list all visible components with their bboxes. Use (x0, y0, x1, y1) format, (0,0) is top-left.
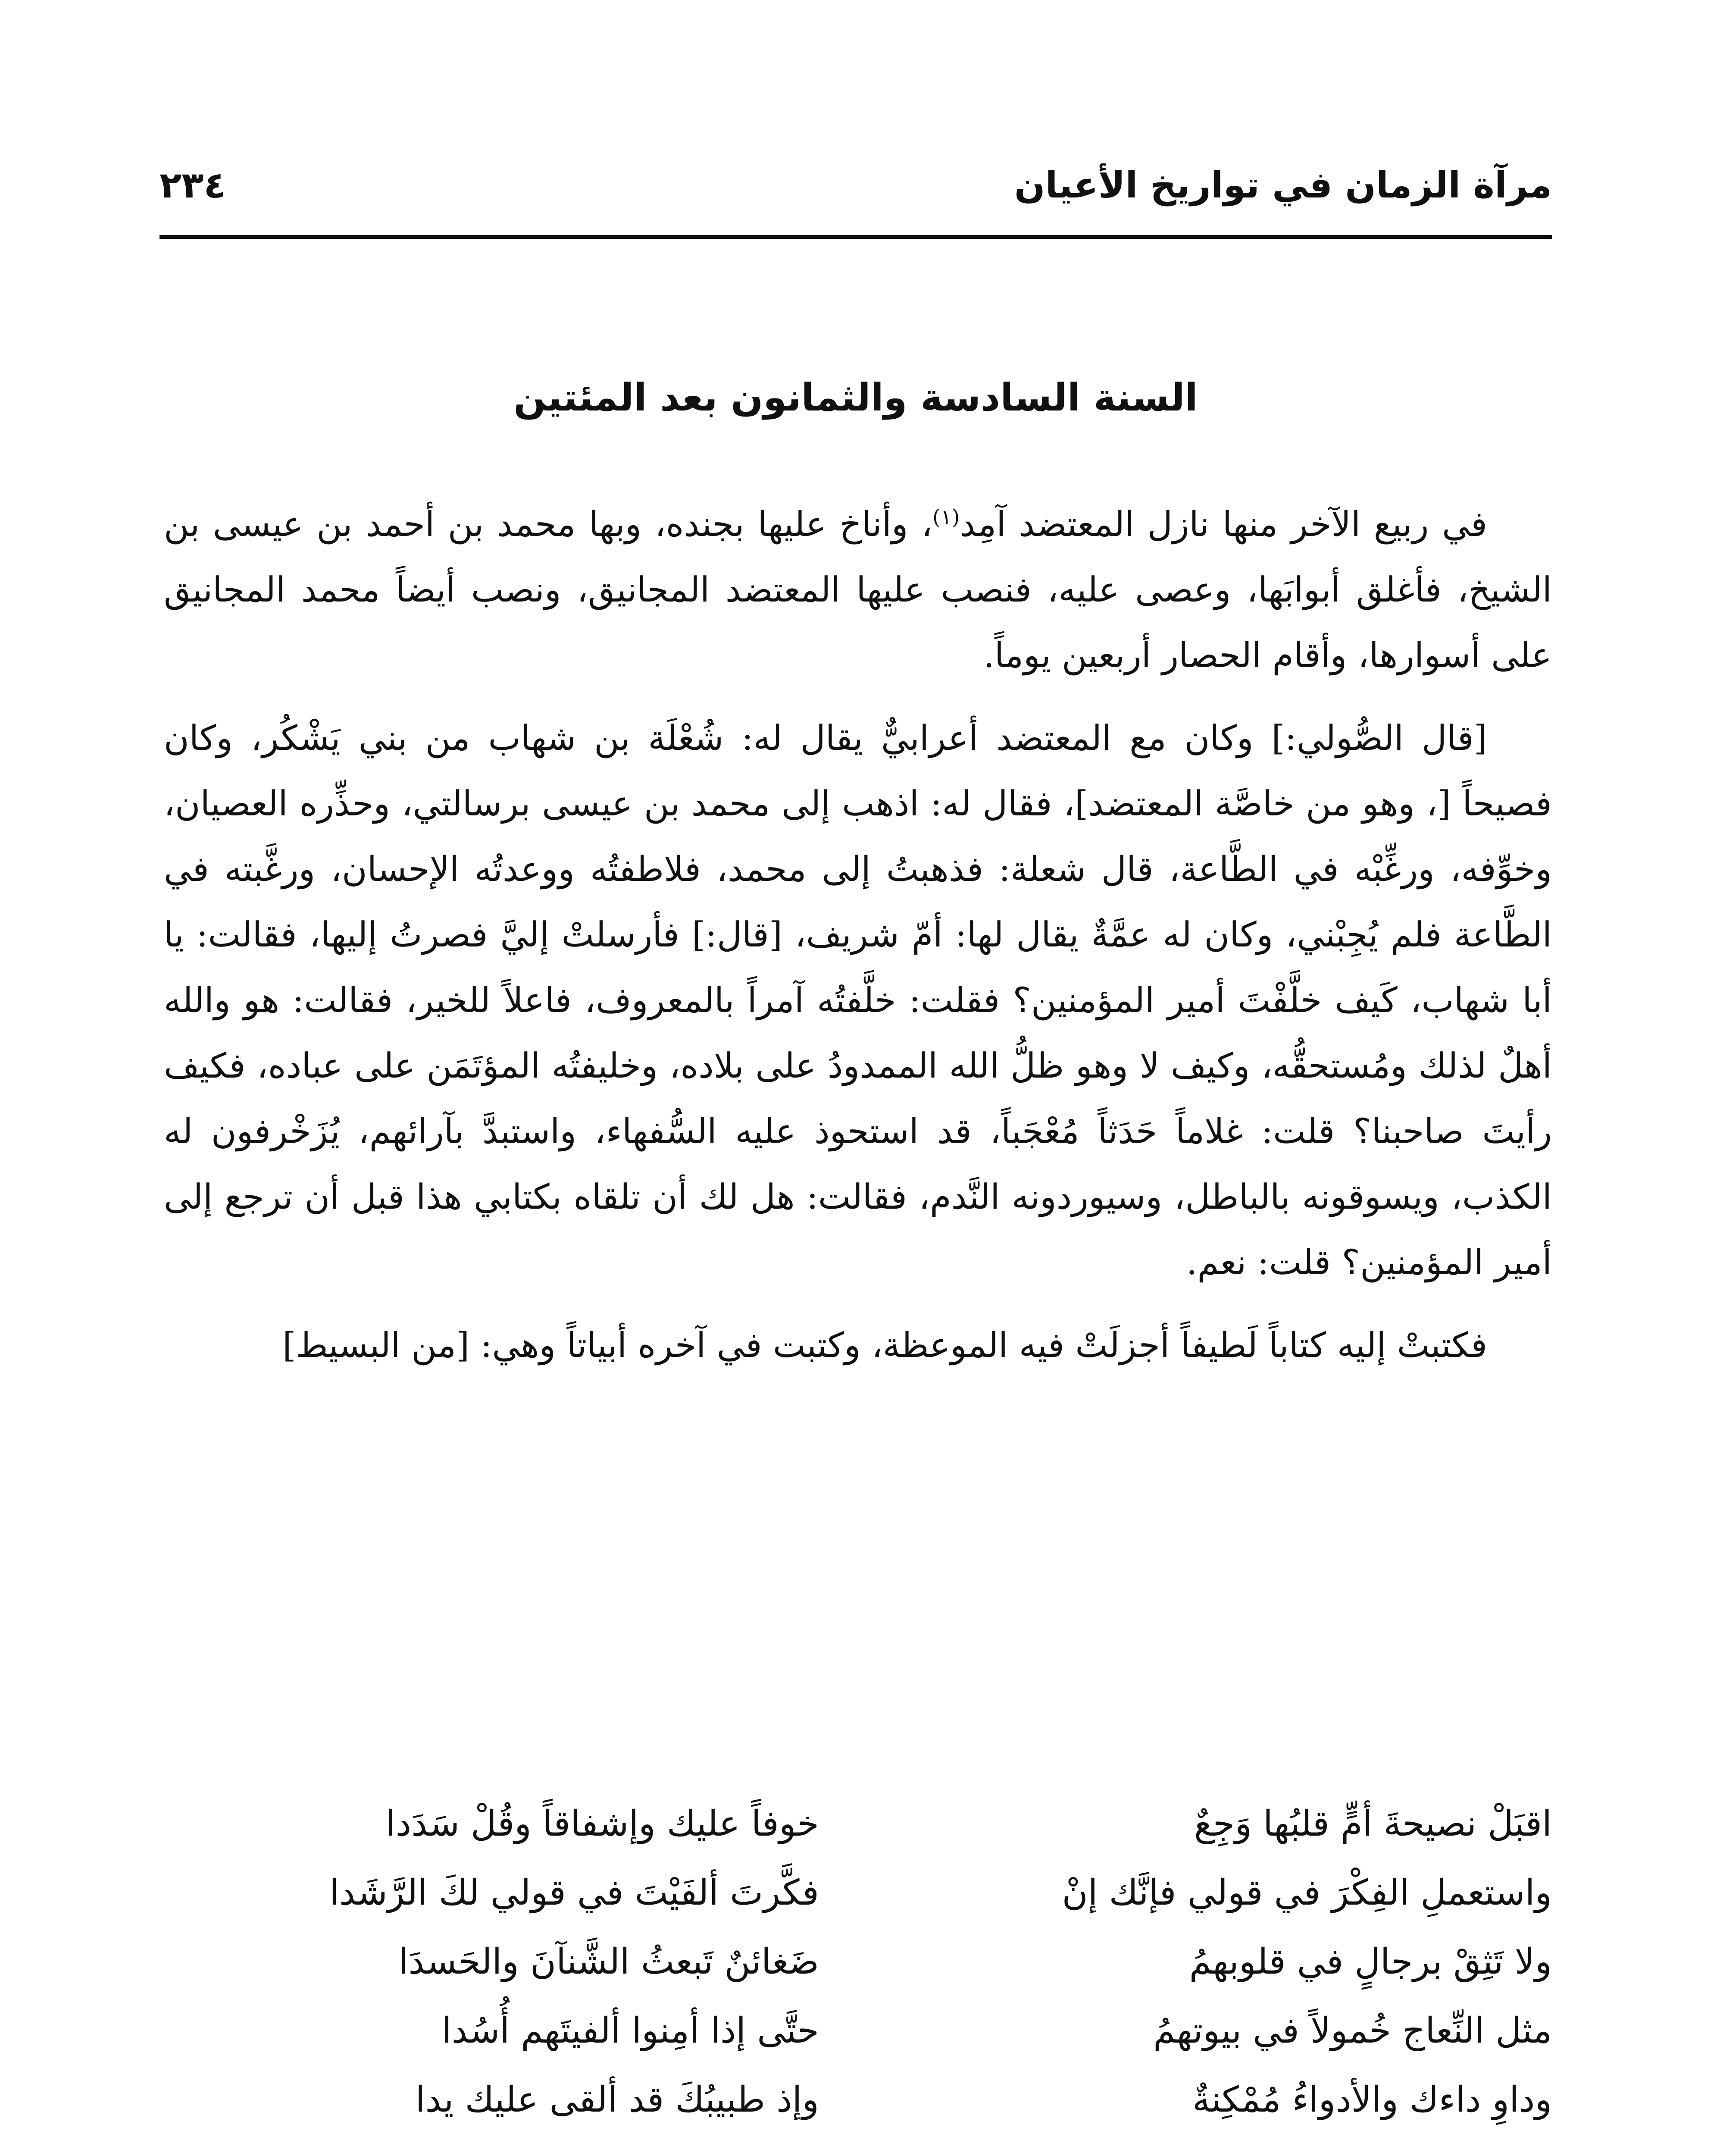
header-divider (160, 235, 1552, 239)
section-heading: السنة السادسة والثمانون بعد المئتين (513, 375, 1198, 420)
body-text (164, 492, 1552, 1395)
verse-first-hemistich: مثل النِّعاج خُمولاً في بيوتهمُ (1153, 2010, 1552, 2051)
running-header (160, 155, 1552, 220)
poem-verse (164, 1996, 1552, 2065)
verse-second-hemistich: فكَّرتَ ألفَيْتَ في قولي لكَ الرَّشَدا (329, 1872, 819, 1913)
paragraph (164, 492, 1552, 688)
verse-first-hemistich: ولا تَثِقْ برجالٍ في قلوبهمُ (1189, 1941, 1552, 1982)
verse-first-hemistich: اقبَلْ نصيحةَ أمٍّ قلبُها وَجِعٌ (1194, 1803, 1552, 1844)
paragraph: فكتبتْ إليه كتاباً لَطيفاً أجزلَتْ فيه الموعظة، وكتبت في آخره أبياتاً وهي: [من البسيط] (282, 1325, 1487, 1365)
book-title: مرآة الزمان في تواريخ الأعيان (1014, 164, 1552, 206)
footnote-reference: (١) (932, 505, 960, 530)
poem-verse (164, 2065, 1552, 2134)
paragraph: [قال الصُّولي:] وكان مع المعتضد أعرابيٌّ يقال له: شُعْلَة بن شهاب من بني يَشْكُر، وكان فصيحاً [، وهو من خاصَّة المعتضد]، فقال له: اذهب إلى محمد بن عيسى برسالتي، وحذِّره العصيان، وخوِّفه، ورغِّبْه في الطَّاعة، قال شعلة: فذهبتُ إلى محمد، فلاطفتُه ووعدتُه الإحسان، ورغَّبته في الطَّاعة فلم يُجِبْني، وكان له عمَّةٌ يقال لها: أمّ شريف، [قال:] فأرسلتْ إليَّ فصرتُ إليها، فقالت: يا أبا شهاب، كَيف خلَّفْتَ أمير المؤمنين؟ فقلت: خلَّفتُه آمراً بالمعروف، فاعلاً للخير، فقالت: هو والله أهلٌ لذلك ومُستحقُّه، وكيف لا وهو ظلُّ الله الممدودُ على بلاده، وخليفتُه المؤتَمَن على عباده، فكيف رأيتَ صاحبنا؟ قلت: غلاماً حَدَثاً مُعْجَباً، قد استحوذ عليه السُّفهاء، واستبدَّ بآرائهم، يُزَخْرفون له الكذب، ويسوقونه بالباطل، وسيوردونه النَّدم، فقالت: هل لك أن تلقاه بكتابي هذا قبل أن ترجع إلى أمير المؤمنين؟ قلت: نعم. (164, 718, 1552, 1282)
poem-verse (164, 1927, 1552, 1996)
verse-second-hemistich: وإذ طبيبُكَ قد ألقى عليك يدا (415, 2079, 819, 2120)
verse-first-hemistich: وداوِ داءك والأدواءُ مُمْكِنةٌ (1192, 2079, 1552, 2120)
paragraph-text: في ربيع الآخر منها نازل المعتضد آمِد (960, 504, 1488, 544)
verse-second-hemistich: حتَّى إذا أمِنوا ألفيتَهم أُسُدا (441, 2010, 819, 2051)
poem-verse (164, 1789, 1552, 1858)
paragraph-text: ، وأناخ عليها بجنده، وبها محمد بن أحمد بن عيسى بن الشيخ، فأغلق أبوابَها، وعصى عليه، فنصب عليها المعتضد المجانيق، ونصب أيضاً محمد المجانيق على أسوارها، وأقام الحصار أربعين يوماً. (164, 504, 1552, 675)
poem (164, 1789, 1552, 2134)
poem-verse (164, 1858, 1552, 1927)
page-number: ٢٣٤ (160, 164, 226, 206)
verse-second-hemistich: ضَغائنٌ تَبعثُ الشَّنآنَ والحَسدَا (398, 1941, 819, 1982)
verse-first-hemistich: واستعملِ الفِكْرَ في قولي فإنَّك إنْ (1062, 1872, 1552, 1913)
verse-second-hemistich: خوفاً عليك وإشفاقاً وقُلْ سَدَدا (385, 1803, 819, 1844)
